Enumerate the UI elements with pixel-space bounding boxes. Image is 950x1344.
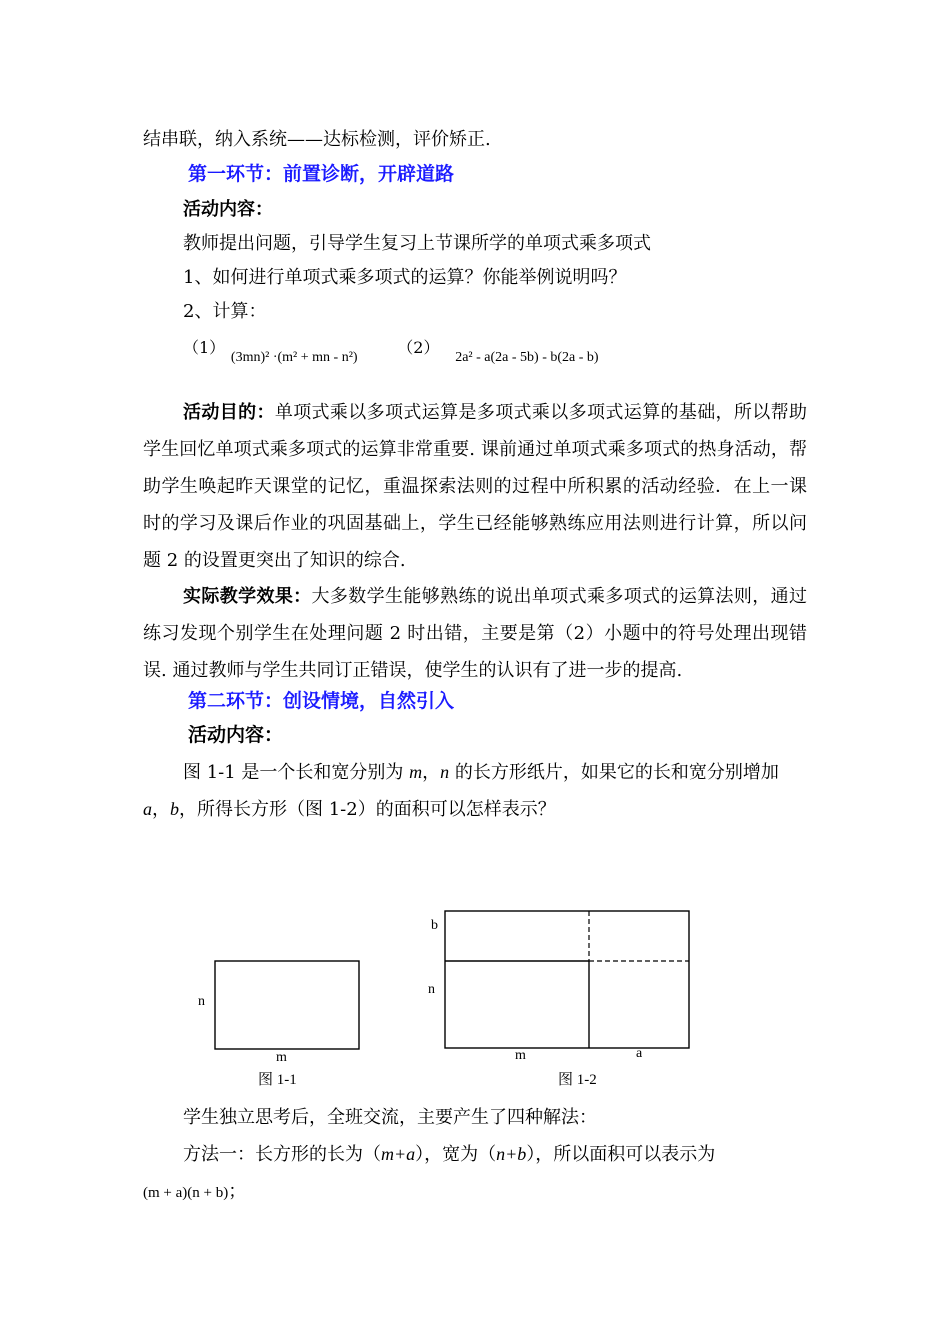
fig2-mid-left-label: n [428, 982, 435, 997]
goal-paragraph [143, 394, 807, 579]
calc2-number: （2） [397, 338, 440, 357]
intro-line: 结串联，纳入系统——达标检测，评价矫正. [143, 129, 491, 150]
para1-text-a: 图 1-1 是一个长和宽分别为 [183, 762, 410, 783]
effect-text: 大多数学生能够熟练的说出单项式乘多项式的运算法则，通过练习发现个别学生在处理问题 2 时出错，主要是第（2）小题中的符号处理出现错误. 通过教师与学生共同订正错误，使学生的认识有了进一步的提高. [143, 586, 807, 681]
effect-paragraph [143, 578, 807, 689]
method1-length: m+a [381, 1144, 416, 1164]
activity-label-1: 活动内容： [183, 199, 273, 220]
method1-expression: (m + a)(n + b) [143, 1185, 229, 1201]
method1-end: ； [228, 1181, 247, 1202]
fig2-caption: 图 1-2 [558, 1072, 597, 1088]
var-n: n [440, 762, 450, 782]
method1-expression-line [143, 1180, 807, 1205]
method1-text-b: ），宽为（ [415, 1144, 497, 1165]
var-b: b [170, 799, 179, 819]
section2-title: 第二环节：创设情境，自然引入 [188, 690, 455, 712]
calc1-number: （1） [183, 338, 226, 357]
goal-label: 活动目的： [183, 402, 275, 423]
calc2-expression: 2a² - a(2a - 5b) - b(2a - b) [455, 350, 599, 365]
para1-text-b: 的长方形纸片，如果它的长和宽分别增加 [449, 762, 779, 783]
var-m: m [409, 762, 423, 782]
section1-title: 第一环节：前置诊断，开辟道路 [188, 163, 455, 185]
discuss-line: 学生独立思考后，全班交流，主要产生了四种解法： [183, 1107, 597, 1128]
fig2-bottom-label-2: a [636, 1046, 643, 1061]
calc-row [183, 336, 847, 365]
figure-1-1 [214, 960, 362, 1051]
method1-line [183, 1142, 847, 1167]
question-1: 1、如何进行单项式乘多项式的运算？你能举例说明吗？ [183, 267, 627, 288]
fig1-caption: 图 1-1 [258, 1072, 297, 1088]
method1-width: n+b [496, 1144, 527, 1164]
figure-1-2 [444, 910, 692, 1050]
question-2: 2、计算： [183, 301, 267, 322]
content-line: 教师提出问题，引导学生复习上节课所学的单项式乘多项式 [183, 233, 651, 254]
method1-text-a: 方法一：长方形的长为（ [183, 1144, 381, 1165]
intro-para-line2 [143, 797, 807, 822]
para1-sep: ， [422, 762, 441, 783]
fig2-bottom-label-1: m [515, 1048, 526, 1063]
effect-label: 实际教学效果： [183, 586, 312, 607]
para2-sep: ， [152, 799, 170, 820]
fig2-top-left-label: b [431, 918, 438, 933]
method1-text-c: ），所以面积可以表示为 [526, 1144, 716, 1165]
fig1-side-label: n [198, 994, 205, 1009]
calc1-expression: (3mn)² ·(m² + mn - n²) [230, 350, 358, 365]
fig1-bottom-label: m [276, 1050, 287, 1065]
para2-text: ，所得长方形（图 1-2）的面积可以怎样表示？ [179, 799, 556, 820]
var-a: a [143, 799, 152, 819]
activity-label-2: 活动内容： [188, 724, 284, 746]
goal-text: 单项式乘以多项式运算是多项式乘以多项式运算的基础，所以帮助学生回忆单项式乘多项式的运算非常重要. 课前通过单项式乘多项式的热身活动，帮助学生唤起昨天课堂的记忆，重温探索法则的过程中所积累的活动经验．在上一课时的学习及课后作业的巩固基础上，学生已经能够熟练应用法则进行计算，所以问题 2 的设置更突出了知识的综合. [143, 402, 808, 571]
intro-para-line1 [183, 760, 847, 785]
